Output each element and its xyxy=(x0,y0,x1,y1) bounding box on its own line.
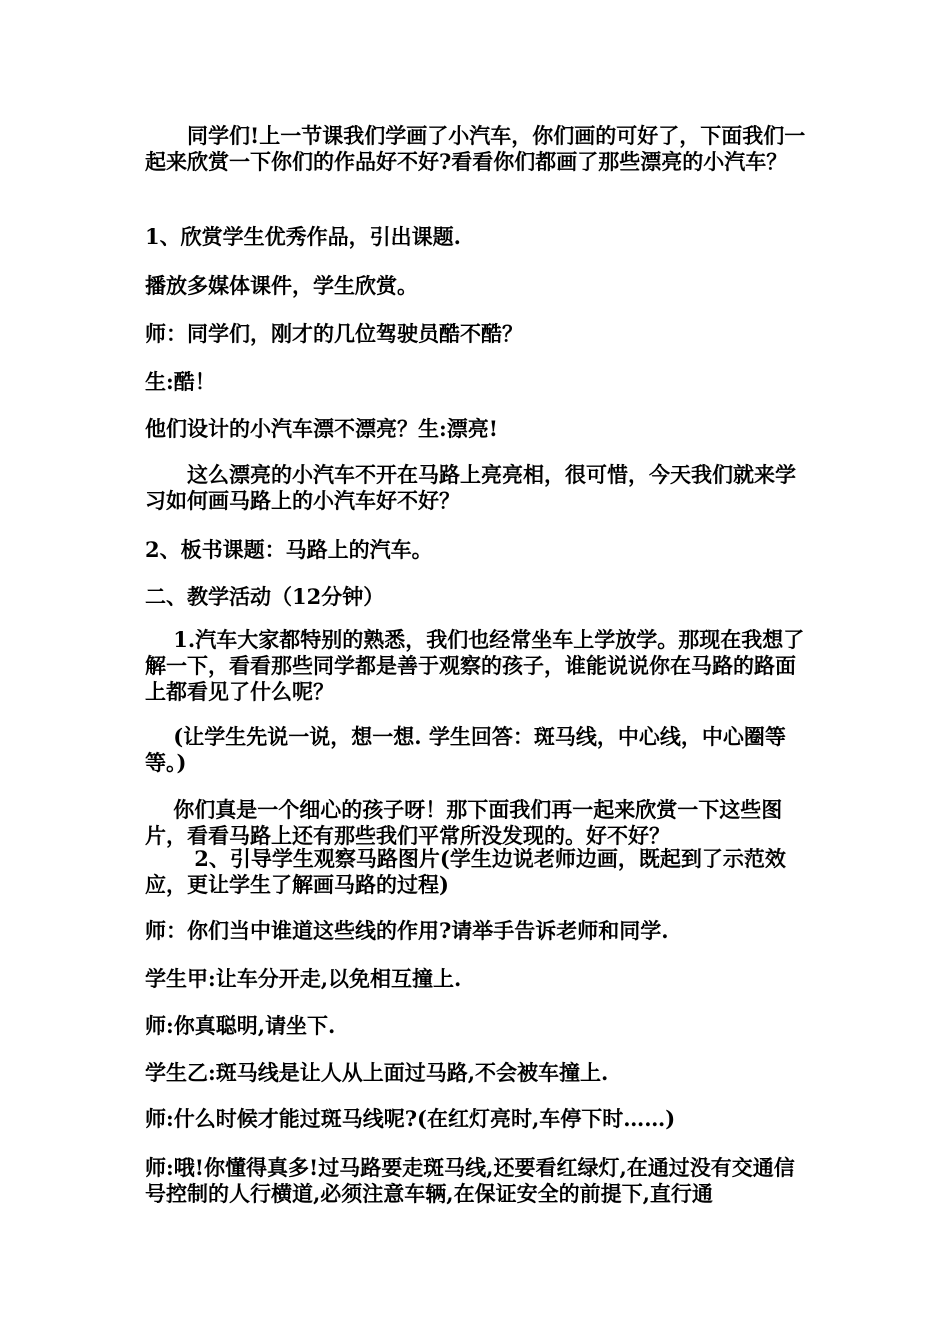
paragraph-student-reply: (让学生先说一说，想一想. 学生回答：斑马线，中心线，中心圈等等。) xyxy=(145,724,786,775)
paragraph-observe: 1.汽车大家都特别的熟悉，我们也经常坐车上学放学。那现在我想了解一下，看看那些同学都是善于观察的孩子，谁能说说你在马路的路面上都看见了什么呢？ xyxy=(145,627,805,704)
paragraph-intro: 同学们!上一节课我们学画了小汽车，你们画的可好了，下面我们一起来欣赏一下你们的作品好不好?看看你们都画了那些漂亮的小汽车？ xyxy=(145,123,806,174)
paragraph-step-1: 1、欣赏学生优秀作品，引出课题. xyxy=(145,224,461,249)
paragraph-board-title: 2、板书课题：马路上的汽车。 xyxy=(145,537,433,562)
paragraph-praise: 你们真是一个细心的孩子呀！那下面我们再一起来欣赏一下这些图片，看看马路上还有那些我们平常所没发现的。好不好？ xyxy=(145,797,783,848)
paragraph-teacher-question: 师：同学们，刚才的几位驾驶员酷不酷？ xyxy=(145,321,523,346)
paragraph-student-b: 学生乙:斑马线是让人从上面过马路,不会被车撞上. xyxy=(145,1060,609,1085)
paragraph-step-2: 2、引导学生观察马路图片(学生边说老师边画，既起到了示范效应，更让学生了解画马路的过程) xyxy=(145,846,786,897)
paragraph-traffic-rules: 师:哦!你懂得真多!过马路要走斑马线,还要看红绿灯,在通过没有交通信号控制的人行横道,必须注意车辆,在保证安全的前提下,直行通 xyxy=(145,1155,795,1206)
paragraph-student-a: 学生甲:让车分开走,以免相互撞上. xyxy=(145,966,462,991)
paragraph-road-intro: 这么漂亮的小汽车不开在马路上亮亮相，很可惜，今天我们就来学习如何画马路上的小汽车好不好？ xyxy=(145,462,796,513)
paragraph-multimedia: 播放多媒体课件，学生欣赏。 xyxy=(145,273,418,298)
paragraph-lines-question: 师：你们当中谁道这些线的作用?请举手告诉老师和同学. xyxy=(145,918,669,943)
paragraph-beautiful: 他们设计的小汽车漂不漂亮？生:漂亮! xyxy=(145,416,498,441)
paragraph-teacher-praise: 师:你真聪明,请坐下. xyxy=(145,1013,336,1038)
section-heading-activity: 二、教学活动（12分钟） xyxy=(145,584,385,609)
paragraph-student-answer: 生:酷！ xyxy=(145,369,216,394)
paragraph-when-cross: 师:什么时候才能过斑马线呢?(在红灯亮时,车停下时……) xyxy=(145,1106,676,1131)
